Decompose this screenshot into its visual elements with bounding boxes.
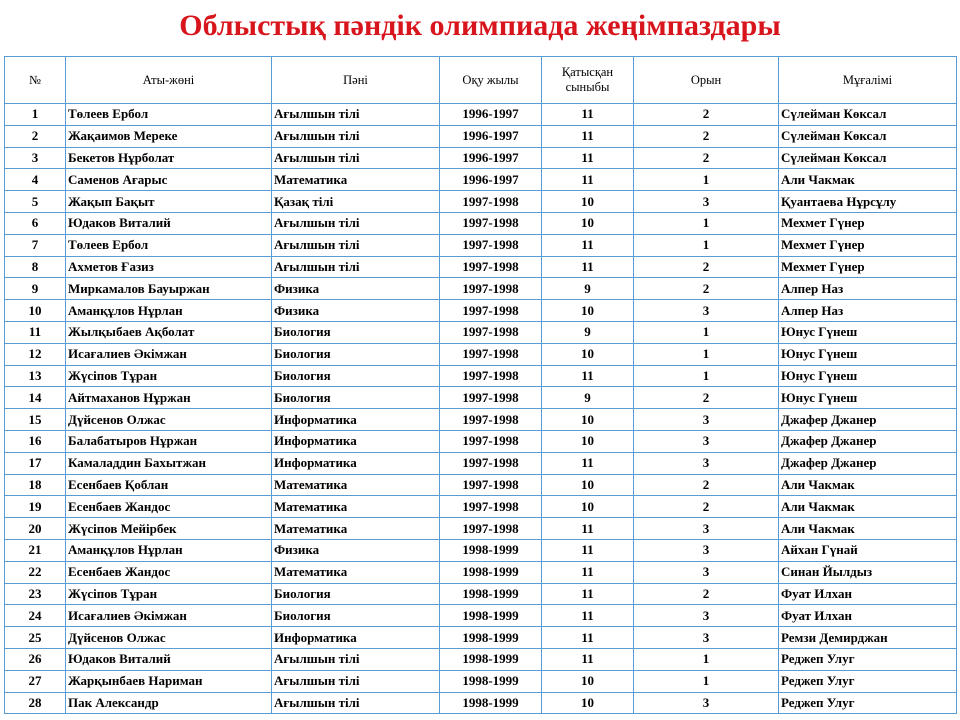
table-row [5,125,957,147]
cell-year: 1997-1998 [440,191,542,213]
cell-grade: 11 [542,518,634,540]
cell-number: 22 [5,561,66,583]
cell-name: Айтмаханов Нұржан [66,387,272,409]
winners-table [4,56,957,714]
cell-year: 1997-1998 [440,430,542,452]
cell-grade: 10 [542,692,634,714]
cell-subject: Математика [272,496,440,518]
cell-place: 2 [634,104,779,126]
cell-year: 1997-1998 [440,212,542,234]
cell-name: Есенбаев Қоблан [66,474,272,496]
cell-year: 1997-1998 [440,518,542,540]
table-row [5,321,957,343]
cell-subject: Физика [272,278,440,300]
cell-number: 19 [5,496,66,518]
table-row [5,561,957,583]
cell-place: 1 [634,365,779,387]
cell-grade: 11 [542,169,634,191]
cell-place: 2 [634,147,779,169]
cell-subject: Қазақ тілі [272,191,440,213]
table-row [5,387,957,409]
cell-year: 1996-1997 [440,104,542,126]
cell-teacher: Реджеп Улуг [779,648,957,670]
cell-teacher: Ремзи Демирджан [779,627,957,649]
cell-grade: 10 [542,409,634,431]
table-row [5,256,957,278]
cell-number: 11 [5,321,66,343]
cell-name: Саменов Ағарыс [66,169,272,191]
cell-number: 9 [5,278,66,300]
cell-year: 1997-1998 [440,452,542,474]
cell-teacher: Сүлейман Көксал [779,147,957,169]
cell-year: 1997-1998 [440,343,542,365]
table-row [5,169,957,191]
cell-grade: 11 [542,605,634,627]
cell-grade: 9 [542,321,634,343]
cell-place: 2 [634,256,779,278]
cell-name: Төлеев Ербол [66,104,272,126]
cell-year: 1997-1998 [440,474,542,496]
table-row [5,583,957,605]
cell-year: 1998-1999 [440,692,542,714]
table-row [5,518,957,540]
cell-name: Балабатыров Нұржан [66,430,272,452]
cell-year: 1997-1998 [440,409,542,431]
cell-place: 3 [634,539,779,561]
cell-number: 18 [5,474,66,496]
cell-place: 3 [634,561,779,583]
cell-grade: 11 [542,365,634,387]
cell-subject: Ағылшын тілі [272,125,440,147]
cell-number: 28 [5,692,66,714]
cell-subject: Биология [272,321,440,343]
cell-grade: 10 [542,474,634,496]
cell-place: 3 [634,605,779,627]
table-row [5,409,957,431]
cell-number: 15 [5,409,66,431]
cell-grade: 11 [542,147,634,169]
cell-teacher: Юнус Гүнеш [779,365,957,387]
cell-place: 3 [634,627,779,649]
table-row [5,212,957,234]
cell-year: 1997-1998 [440,300,542,322]
cell-number: 26 [5,648,66,670]
table-row [5,278,957,300]
cell-grade: 11 [542,104,634,126]
cell-name: Жақып Бақыт [66,191,272,213]
cell-teacher: Реджеп Улуг [779,692,957,714]
cell-grade: 9 [542,387,634,409]
cell-place: 3 [634,191,779,213]
cell-grade: 11 [542,452,634,474]
page-title: Облыстық пәндік олимпиада жеңімпаздары [179,9,781,42]
cell-place: 1 [634,212,779,234]
table-row [5,452,957,474]
cell-subject: Информатика [272,409,440,431]
cell-place: 1 [634,648,779,670]
cell-number: 25 [5,627,66,649]
cell-place: 2 [634,583,779,605]
cell-teacher: Алпер Наз [779,278,957,300]
cell-number: 10 [5,300,66,322]
cell-place: 3 [634,452,779,474]
cell-year: 1997-1998 [440,256,542,278]
cell-teacher: Джафер Джанер [779,430,957,452]
cell-subject: Биология [272,583,440,605]
cell-subject: Математика [272,518,440,540]
cell-name: Жарқынбаев Нариман [66,670,272,692]
cell-teacher: Фуат Илхан [779,605,957,627]
cell-subject: Математика [272,474,440,496]
cell-name: Жүсіпов Тұран [66,365,272,387]
cell-subject: Биология [272,343,440,365]
cell-grade: 10 [542,191,634,213]
cell-teacher: Қуантаева Нұрсұлу [779,191,957,213]
cell-name: Төлеев Ербол [66,234,272,256]
table-row [5,605,957,627]
cell-subject: Информатика [272,627,440,649]
cell-number: 16 [5,430,66,452]
cell-place: 1 [634,670,779,692]
cell-place: 1 [634,321,779,343]
cell-subject: Ағылшын тілі [272,234,440,256]
cell-number: 13 [5,365,66,387]
table-row [5,147,957,169]
table-row [5,648,957,670]
cell-grade: 11 [542,256,634,278]
cell-grade: 11 [542,125,634,147]
table-row [5,191,957,213]
winners-table-container [4,56,956,714]
cell-year: 1996-1997 [440,147,542,169]
cell-year: 1998-1999 [440,539,542,561]
cell-subject: Ағылшын тілі [272,670,440,692]
cell-place: 3 [634,430,779,452]
header-grade: Қатысқан сыныбы [542,57,634,104]
cell-place: 2 [634,496,779,518]
cell-name: Дүйсенов Олжас [66,409,272,431]
cell-teacher: Мехмет Гүнер [779,212,957,234]
cell-place: 2 [634,387,779,409]
cell-grade: 11 [542,648,634,670]
cell-name: Жақаимов Мереке [66,125,272,147]
cell-number: 23 [5,583,66,605]
cell-teacher: Али Чакмак [779,518,957,540]
cell-subject: Ағылшын тілі [272,692,440,714]
cell-name: Пак Александр [66,692,272,714]
cell-year: 1998-1999 [440,583,542,605]
table-row [5,343,957,365]
cell-year: 1997-1998 [440,365,542,387]
table-row [5,300,957,322]
header-subject: Пәні [272,57,440,104]
cell-place: 1 [634,343,779,365]
cell-subject: Физика [272,539,440,561]
cell-year: 1998-1999 [440,561,542,583]
cell-place: 2 [634,125,779,147]
cell-grade: 10 [542,212,634,234]
cell-grade: 10 [542,670,634,692]
cell-teacher: Алпер Наз [779,300,957,322]
cell-number: 8 [5,256,66,278]
cell-teacher: Сүлейман Көксал [779,104,957,126]
table-body [5,104,957,714]
cell-subject: Информатика [272,430,440,452]
cell-year: 1998-1999 [440,648,542,670]
cell-number: 5 [5,191,66,213]
cell-grade: 10 [542,343,634,365]
cell-subject: Математика [272,169,440,191]
cell-grade: 10 [542,496,634,518]
cell-subject: Ағылшын тілі [272,147,440,169]
cell-subject: Математика [272,561,440,583]
cell-name: Бекетов Нұрболат [66,147,272,169]
cell-subject: Ағылшын тілі [272,256,440,278]
cell-name: Юдаков Виталий [66,212,272,234]
cell-year: 1996-1997 [440,125,542,147]
cell-number: 21 [5,539,66,561]
cell-name: Миркамалов Бауыржан [66,278,272,300]
cell-number: 1 [5,104,66,126]
header-name: Аты-жөні [66,57,272,104]
table-header [5,57,957,104]
cell-grade: 10 [542,300,634,322]
header-year: Оқу жылы [440,57,542,104]
cell-subject: Физика [272,300,440,322]
cell-name: Жүсіпов Мейірбек [66,518,272,540]
cell-number: 27 [5,670,66,692]
cell-year: 1997-1998 [440,387,542,409]
cell-number: 7 [5,234,66,256]
table-row [5,627,957,649]
cell-teacher: Али Чакмак [779,496,957,518]
cell-name: Юдаков Виталий [66,648,272,670]
cell-year: 1998-1999 [440,605,542,627]
cell-grade: 11 [542,561,634,583]
cell-number: 2 [5,125,66,147]
header-teacher: Мұғалімі [779,57,957,104]
cell-year: 1997-1998 [440,321,542,343]
cell-place: 2 [634,278,779,300]
table-row [5,474,957,496]
cell-subject: Биология [272,365,440,387]
cell-grade: 11 [542,234,634,256]
table-row [5,104,957,126]
cell-subject: Ағылшын тілі [272,212,440,234]
cell-number: 4 [5,169,66,191]
cell-teacher: Юнус Гүнеш [779,343,957,365]
cell-grade: 11 [542,583,634,605]
cell-subject: Ағылшын тілі [272,104,440,126]
cell-name: Ахметов Ғазиз [66,256,272,278]
cell-teacher: Юнус Гүнеш [779,387,957,409]
cell-year: 1998-1999 [440,670,542,692]
cell-teacher: Джафер Джанер [779,409,957,431]
cell-year: 1997-1998 [440,234,542,256]
cell-name: Камаладдин Бахытжан [66,452,272,474]
cell-place: 2 [634,474,779,496]
cell-grade: 9 [542,278,634,300]
cell-name: Исағалиев Әкімжан [66,605,272,627]
cell-number: 12 [5,343,66,365]
table-row [5,234,957,256]
cell-place: 1 [634,234,779,256]
cell-teacher: Реджеп Улуг [779,670,957,692]
cell-name: Исағалиев Әкімжан [66,343,272,365]
cell-name: Жүсіпов Тұран [66,583,272,605]
cell-teacher: Али Чакмак [779,169,957,191]
cell-year: 1997-1998 [440,278,542,300]
cell-number: 14 [5,387,66,409]
cell-place: 3 [634,518,779,540]
table-row [5,430,957,452]
cell-number: 3 [5,147,66,169]
cell-number: 6 [5,212,66,234]
header-place: Орын [634,57,779,104]
cell-name: Аманқұлов Нұрлан [66,300,272,322]
table-row [5,496,957,518]
cell-teacher: Фуат Илхан [779,583,957,605]
cell-subject: Биология [272,605,440,627]
table-row [5,670,957,692]
header-row [5,57,957,104]
cell-place: 3 [634,300,779,322]
cell-subject: Биология [272,387,440,409]
cell-teacher: Айхан Гүнай [779,539,957,561]
cell-grade: 10 [542,430,634,452]
cell-name: Дүйсенов Олжас [66,627,272,649]
cell-year: 1996-1997 [440,169,542,191]
cell-teacher: Юнус Гүнеш [779,321,957,343]
cell-grade: 11 [542,539,634,561]
header-number: № [5,57,66,104]
cell-number: 17 [5,452,66,474]
cell-name: Есенбаев Жандос [66,561,272,583]
table-row [5,365,957,387]
cell-subject: Ағылшын тілі [272,648,440,670]
cell-number: 24 [5,605,66,627]
cell-name: Есенбаев Жандос [66,496,272,518]
cell-teacher: Синан Йылдыз [779,561,957,583]
table-row [5,539,957,561]
cell-place: 3 [634,692,779,714]
cell-place: 1 [634,169,779,191]
cell-place: 3 [634,409,779,431]
cell-teacher: Сүлейман Көксал [779,125,957,147]
cell-year: 1998-1999 [440,627,542,649]
cell-teacher: Мехмет Гүнер [779,256,957,278]
cell-name: Жылқыбаев Ақболат [66,321,272,343]
cell-year: 1997-1998 [440,496,542,518]
cell-name: Аманқұлов Нұрлан [66,539,272,561]
cell-subject: Информатика [272,452,440,474]
cell-teacher: Али Чакмак [779,474,957,496]
cell-grade: 11 [542,627,634,649]
cell-teacher: Джафер Джанер [779,452,957,474]
cell-teacher: Мехмет Гүнер [779,234,957,256]
table-row [5,692,957,714]
cell-number: 20 [5,518,66,540]
